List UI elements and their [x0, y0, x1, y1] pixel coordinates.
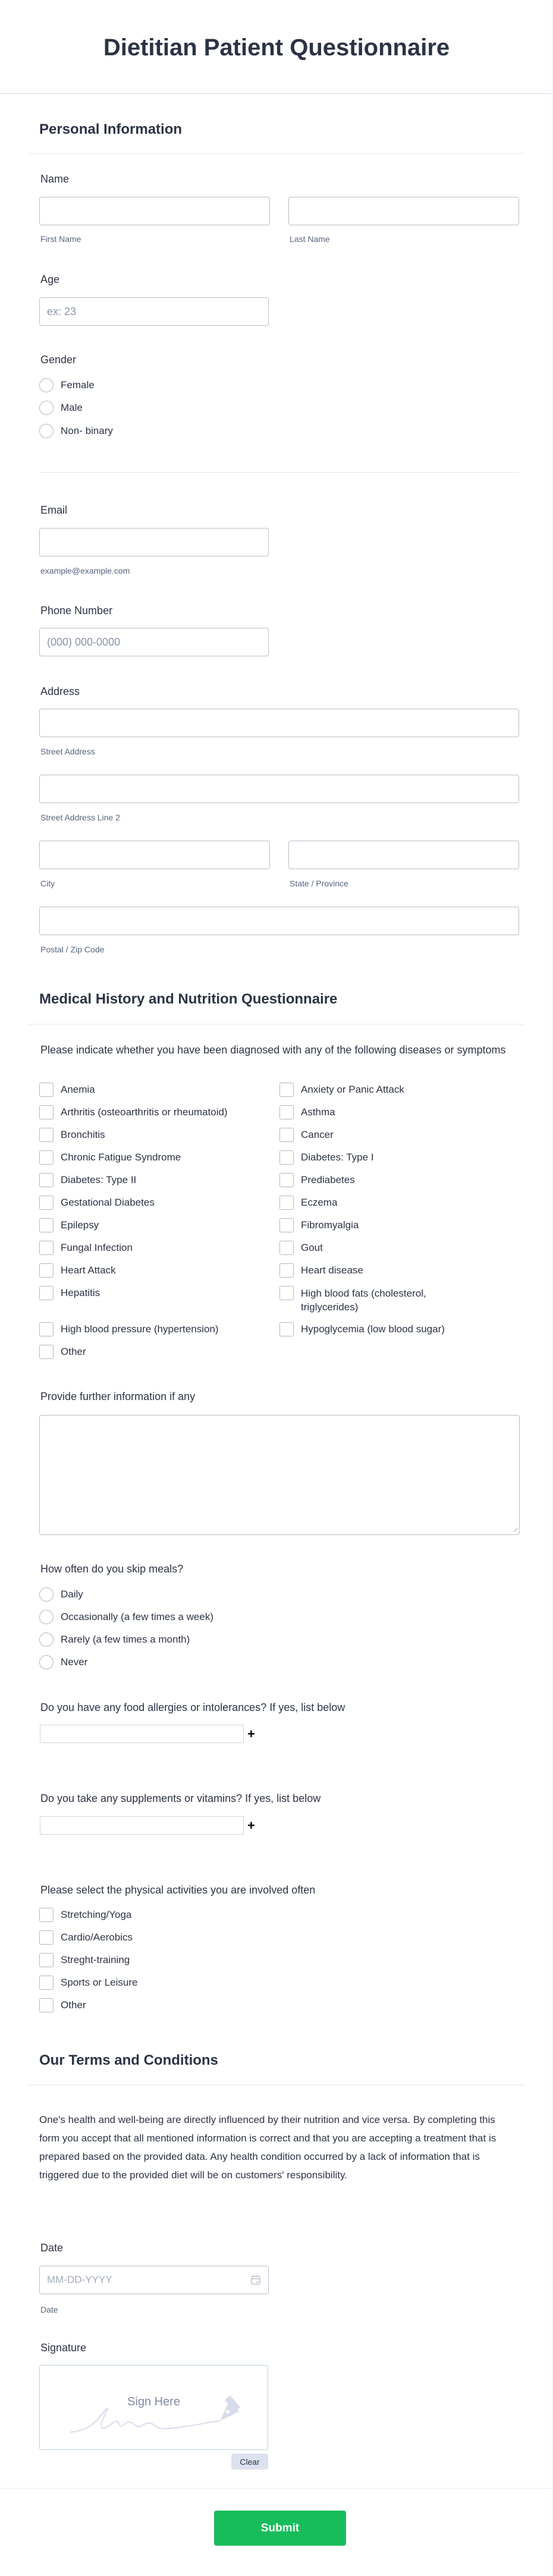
disease-option[interactable] [279, 1151, 458, 1174]
checkbox[interactable] [279, 1286, 294, 1300]
radio-icon[interactable] [39, 424, 54, 438]
clear-signature-button[interactable]: Clear [231, 2454, 268, 2470]
option-label: Epilepsy [61, 1219, 99, 1231]
checkbox[interactable] [279, 1263, 294, 1278]
disease-option[interactable] [39, 1083, 271, 1106]
option-label: Diabetes: Type II [61, 1174, 137, 1185]
option-label: High blood pressure (hypertension) [61, 1323, 219, 1335]
option-label: Eczema [301, 1197, 338, 1208]
diseases-right-column [279, 1083, 458, 1345]
checkbox[interactable] [279, 1322, 294, 1336]
checkbox[interactable] [39, 1150, 54, 1165]
option-label: Chronic Fatigue Syndrome [61, 1152, 181, 1163]
street-address-input[interactable] [39, 709, 519, 737]
checkbox[interactable] [39, 1128, 54, 1142]
option-label: Other [61, 1999, 86, 2011]
disease-option[interactable] [39, 1323, 271, 1345]
disease-option[interactable] [279, 1174, 458, 1196]
section-divider [29, 153, 524, 154]
option-label: Daily [61, 1589, 83, 1600]
gender-option-male[interactable] [39, 401, 83, 415]
header-divider [0, 93, 552, 94]
last-name-input[interactable] [288, 197, 519, 225]
street-address-line2-sublabel: Street Address Line 2 [40, 813, 120, 822]
state-sublabel: State / Province [290, 879, 348, 888]
checkbox[interactable] [39, 1976, 54, 1990]
further-info-label: Provide further information if any [40, 1391, 196, 1402]
gender-option-female[interactable] [39, 379, 95, 392]
disease-option[interactable] [279, 1241, 458, 1264]
email-label: Email [40, 504, 68, 516]
checkbox[interactable] [39, 1105, 54, 1119]
address-label: Address [40, 685, 80, 697]
checkbox[interactable] [279, 1083, 294, 1097]
signature-pen-icon [68, 2392, 247, 2434]
checkbox[interactable] [39, 1083, 54, 1097]
date-placeholder: MM-DD-YYYY [47, 2274, 112, 2285]
option-label: Cardio/Aerobics [61, 1932, 133, 1943]
option-label: Asthma [301, 1106, 335, 1118]
first-name-input[interactable] [39, 197, 270, 225]
state-input[interactable] [288, 841, 519, 869]
name-label: Name [40, 173, 70, 185]
street-address-line2-input[interactable] [39, 775, 519, 803]
option-label: Other [61, 1346, 86, 1357]
checkbox[interactable] [39, 1998, 54, 2012]
radio-icon[interactable] [39, 1655, 54, 1669]
option-label: Gestational Diabetes [61, 1197, 155, 1208]
option-label: Fibromyalgia [301, 1219, 359, 1231]
skip-meals-option-never[interactable] [39, 1656, 87, 1669]
last-name-sublabel: Last Name [290, 234, 330, 244]
footer-divider [0, 2488, 552, 2489]
gender-label: Gender [40, 354, 77, 366]
option-label: Prediabetes [301, 1174, 355, 1185]
disease-option[interactable] [39, 1264, 271, 1287]
disease-option[interactable] [39, 1151, 271, 1174]
gender-option-nonbinary[interactable] [39, 424, 113, 438]
checkbox[interactable] [279, 1105, 294, 1119]
option-label: Heart Attack [61, 1265, 116, 1276]
street-address-sublabel: Street Address [40, 747, 95, 756]
disease-option[interactable] [39, 1128, 271, 1151]
skip-meals-option-occasionally[interactable] [39, 1611, 213, 1624]
checkbox[interactable] [279, 1128, 294, 1142]
resize-handle-icon[interactable] [511, 1525, 517, 1531]
option-label: Bronchitis [61, 1129, 105, 1140]
disease-option[interactable] [279, 1287, 458, 1323]
submit-button[interactable]: Submit [214, 2511, 346, 2546]
option-label: Hypoglycemia (low blood sugar) [301, 1323, 445, 1335]
diseases-label: Please indicate whether you have been diagnosed with any of the following diseases or symptoms [40, 1044, 506, 1056]
activities-options [39, 1908, 137, 2021]
disease-option[interactable] [39, 1345, 271, 1368]
supplements-input[interactable] [40, 1816, 244, 1835]
city-sublabel: City [40, 879, 55, 888]
radio-icon[interactable] [39, 1610, 54, 1624]
skip-meals-label: How often do you skip meals? [40, 1563, 184, 1575]
date-sublabel: Date [40, 2305, 58, 2314]
first-name-sublabel: First Name [40, 234, 81, 244]
checkbox[interactable] [279, 1173, 294, 1187]
supplements-label: Do you take any supplements or vitamins? If yes, list below [40, 1792, 321, 1804]
activity-option[interactable] [39, 1908, 137, 1931]
option-label: High blood fats (cholesterol, triglycerides) [301, 1288, 426, 1313]
email-sublabel: example@example.com [40, 566, 130, 575]
option-label: Gout [301, 1242, 323, 1253]
allergies-input[interactable] [40, 1725, 244, 1743]
zip-sublabel: Postal / Zip Code [40, 945, 105, 954]
skip-meals-option-daily[interactable] [39, 1588, 83, 1602]
disease-option[interactable] [39, 1241, 271, 1264]
disease-option[interactable] [279, 1083, 458, 1106]
checkbox[interactable] [39, 1345, 54, 1359]
checkbox[interactable] [39, 1953, 54, 1967]
phone-input[interactable] [39, 628, 269, 656]
option-label: Diabetes: Type I [301, 1152, 374, 1163]
age-placeholder: ex: 23 [47, 305, 77, 317]
disease-option[interactable] [39, 1106, 271, 1128]
phone-placeholder: (000) 000-0000 [47, 636, 121, 648]
city-input[interactable] [39, 841, 270, 869]
date-input[interactable] [39, 2266, 269, 2294]
signature-label: Signature [40, 2342, 87, 2354]
checkbox[interactable] [39, 1908, 54, 1922]
disease-option[interactable] [279, 1128, 458, 1151]
disease-option[interactable] [39, 1287, 271, 1323]
date-label: Date [40, 2242, 64, 2254]
option-label: Rarely (a few times a month) [61, 1634, 190, 1645]
activity-option[interactable] [39, 1976, 137, 1999]
add-supplement-plus-icon[interactable]: + [247, 1818, 255, 1833]
disease-option[interactable] [279, 1196, 458, 1219]
checkbox[interactable] [39, 1196, 54, 1210]
checkbox[interactable] [39, 1263, 54, 1278]
checkbox[interactable] [279, 1150, 294, 1165]
section-divider [29, 2084, 524, 2086]
email-input[interactable] [39, 528, 269, 556]
option-label: Sports or Leisure [61, 1977, 138, 1988]
checkbox[interactable] [39, 1930, 54, 1945]
option-label: Stretching/Yoga [61, 1909, 132, 1920]
checkbox[interactable] [39, 1322, 54, 1336]
option-label: Female [61, 379, 95, 391]
disease-option[interactable] [39, 1174, 271, 1196]
form-title: Dietitian Patient Questionnaire [103, 34, 450, 61]
activity-option[interactable] [39, 1954, 137, 1976]
section-heading-medical: Medical History and Nutrition Questionnaire [39, 991, 338, 1007]
section-heading-personal: Personal Information [39, 121, 183, 137]
option-label: Male [61, 402, 83, 413]
radio-icon[interactable] [39, 1587, 54, 1602]
diseases-left-column [39, 1083, 271, 1368]
section-heading-terms: Our Terms and Conditions [39, 2052, 218, 2068]
option-label: Hepatitis [61, 1287, 100, 1298]
activity-option[interactable] [39, 1999, 137, 2021]
activities-label: Please select the physical activities you are involved often [40, 1884, 316, 1896]
age-label: Age [40, 273, 60, 285]
disease-option[interactable] [279, 1219, 458, 1241]
checkbox[interactable] [279, 1241, 294, 1255]
checkbox[interactable] [279, 1218, 294, 1232]
radio-icon[interactable] [39, 401, 54, 415]
option-label: Non- binary [61, 425, 113, 436]
radio-icon[interactable] [39, 1633, 54, 1647]
calendar-icon[interactable] [250, 2275, 261, 2285]
option-label: Arthritis (osteoarthritis or rheumatoid) [61, 1106, 228, 1118]
option-label: Cancer [301, 1129, 334, 1140]
disease-option[interactable] [279, 1106, 458, 1128]
option-label: Anemia [61, 1084, 95, 1095]
age-input[interactable] [39, 297, 269, 326]
checkbox[interactable] [39, 1218, 54, 1232]
activity-option[interactable] [39, 1931, 137, 1954]
disease-option[interactable] [279, 1323, 458, 1345]
terms-text: One's health and well-being are directly influenced by their nutrition and vice versa. By completing this form you accept that all mentioned information is correct and that you are accepting a treatment that is prepared based on the provided data. Any health condition occurred by a lack of information that is triggered due to the provided diet will be on customers' responsibility. [39, 2114, 497, 2181]
option-label: Fungal Infection [61, 1242, 133, 1253]
skip-meals-option-rarely[interactable] [39, 1633, 190, 1647]
section-divider [29, 1024, 524, 1025]
disease-option[interactable] [39, 1196, 271, 1219]
phone-label: Phone Number [40, 605, 113, 617]
signature-placeholder: Sign Here [127, 2395, 180, 2408]
disease-option[interactable] [279, 1264, 458, 1287]
checkbox[interactable] [39, 1241, 54, 1255]
option-label: Streght-training [61, 1954, 130, 1965]
signature-pad[interactable] [39, 2365, 268, 2450]
checkbox[interactable] [39, 1286, 54, 1300]
option-label: Heart disease [301, 1265, 363, 1276]
checkbox[interactable] [39, 1173, 54, 1187]
checkbox[interactable] [279, 1196, 294, 1210]
allergies-label: Do you have any food allergies or intolerances? If yes, list below [40, 1701, 345, 1713]
option-label: Occasionally (a few times a week) [61, 1611, 213, 1622]
disease-option[interactable] [39, 1219, 271, 1241]
add-allergy-plus-icon[interactable]: + [247, 1726, 255, 1741]
radio-icon[interactable] [39, 378, 54, 392]
further-info-textarea[interactable] [39, 1415, 520, 1535]
option-label: Anxiety or Panic Attack [301, 1084, 404, 1095]
zip-input[interactable] [39, 907, 519, 935]
field-divider [39, 472, 520, 473]
option-label: Never [61, 1656, 88, 1668]
